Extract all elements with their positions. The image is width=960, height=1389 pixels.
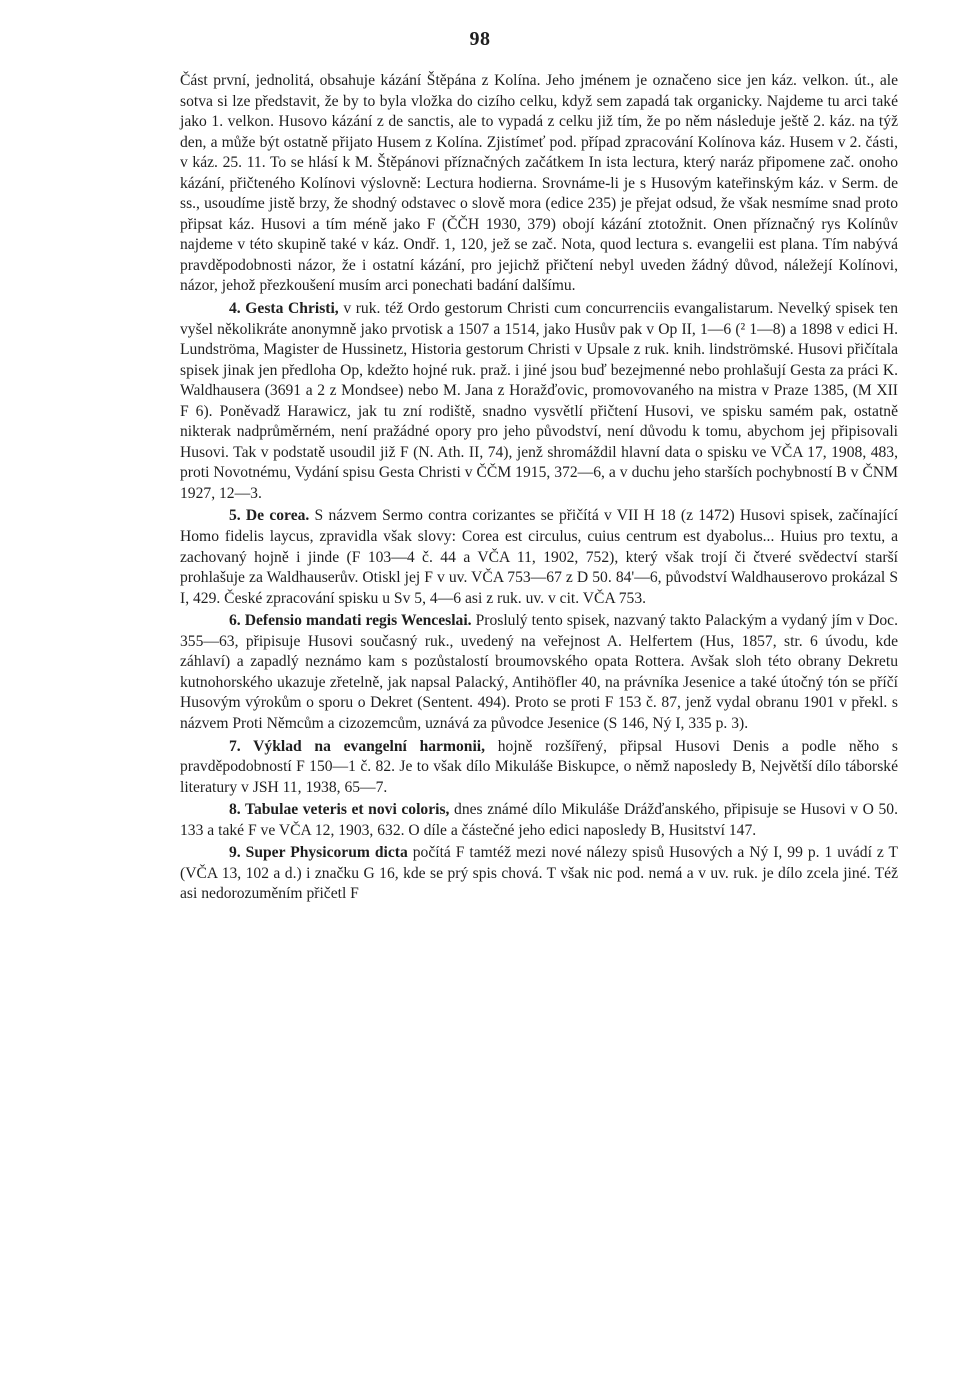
section-heading: 5. De corea. [229, 507, 310, 525]
paragraph-tabulae [180, 800, 898, 841]
section-heading: 6. Defensio mandati regis Wenceslai. [229, 612, 472, 630]
section-heading: 9. Super Physicorum dicta [229, 844, 408, 862]
paragraph-text: Část první, jednolitá, obsahuje kázání Štěpána z Kolína. Jeho jménem je označeno sice jen káz. velkon. út., ale sotva si lze představit, že by to byla vložka do cizího celku, když sem zapadá tak organicky. Najdeme tu arci také jako 1. velkon. Husovo kázání z de sanctis, ale to vypadá z celku již tím, že po něm následuje ještě 2. káz. na týž den, a může být ostatně přijato Husem z Kolína. Zjistímeť pod. případ zpracování Kolínova káz. Husem v 2. části, v káz. 25. 11. To se hlásí k M. Štěpánovi příznačných začátkem In ista lectura, který naráz připomene zač. onoho kázání, přičteného Kolínovi výslovně: Lectura hodierna. Srovnáme-li je s Husovým kateřinským káz. v Serm. de ss., usoudíme jistě brzy, že shodný odstavec o slově mora (edice 235) je přejat odsud, že však nesmíme snad proto připsat káz. Husovi a tím méně jako F (ČČH 1930, 379) obojí kázání ztotožnit. Onen příznačný rys Kolínův najdeme v této skupině také v káz. Ondř. 1, 120, jež se zač. Nota, quod lectura s. evangelii est plana. Tím nabývá pravděpodobnosti názor, že i ostatní kázání, pro jejichž přičtení nebyl uveden žádný důvod, náležejí Kolínovi, názor, jehož přezkoušení musím arci ponechati badání dalšímu. [180, 72, 898, 295]
body-text [180, 71, 898, 905]
section-heading: 4. Gesta Christi, [229, 300, 339, 318]
paragraph-stepan-kolin [180, 71, 898, 297]
paragraph-text: hojně rozšířený, připsal Husovi Denis a podle něho s pravděpodobností F 150—1 č. 82. Je to však dílo Mikuláše Biskupce, o němž naposledy B, Největší dílo táborské literatury v JSH 11, 1938, 65—7. [180, 737, 898, 796]
section-heading: 7. Výklad na evangelní harmonii, [229, 737, 486, 755]
paragraph-de-corea [180, 506, 898, 609]
section-heading: 8. Tabulae veteris et novi coloris, [229, 801, 450, 819]
paragraph-text: Proslulý tento spisek, nazvaný takto Palackým a vydaný jím v Doc. 355—63, připisuje Husovi současný ruk., uvedený na veřejnost A. Helfertem (Hus, 1857, str. 6 úvodu, kde záhlaví) a zapadlý neznámo kam s pozůstalostí broumovského opata Rottera. Avšak sloh této obrany Dekretu kutnohorského ukazuje zřetelně, jak napsal Palacký, Antihöfler 40, na právníka Jesenice a také útočný tón se příčí Husovým výrokům o sporu o Dekret (Sentent. 494). Proto se proti F 153 č. 87, jenž vydal obranu 1901 v překl. s názvem Proti Němcům a cizozemcům, uznává za původce Jesenice (S 146, Ný I, 335 p. 3). [180, 612, 898, 732]
paragraph-text: počítá F tamtéž mezi nové nálezy spisů Husových a Ný I, 99 p. 1 uvádí z T (VČA 13, 102 a d.) i značku G 16, kde se prý spis chová. T však nic pod. nemá a v uv. ruk. je dílo zcela jiné. Též asi nedorozuměním přičetl F [180, 844, 898, 903]
paragraph-vyklad-harmonii [180, 737, 898, 799]
paragraph-gesta-christi [180, 299, 898, 504]
paragraph-super-physicorum [180, 843, 898, 905]
paragraph-defensio-mandati [180, 611, 898, 734]
paragraph-text: dnes známé dílo Mikuláše Drážďanského, připisuje se Husovi v O 50. 133 a také F ve VČA 12, 1903, 632. O díle a částečné jeho edici naposledy B, Husitství 147. [180, 801, 898, 839]
paragraph-text: v ruk. též Ordo gestorum Christi cum concurrenciis evangalistarum. Nevelký spisek ten vyšel několikráte anonymně jako prvotisk a 1507 a 1514, jako Husův pak v Op II, 1—6 (² 1—8) a 1898 v edici H. Lundströma, Magister de Hussinetz, Historia gestorum Christi v Upsale z ruk. knih. lindströmské. Husovi přičítala spisek jinak jen předloha Op, kdežto hojné ruk. praž. i jiné jsou buď bezejmenné nebo prohlašují Gesta za práci K. Waldhausera (3691 a 2 z Mondsee) nebo M. Jana z Horažďovic, promovovaného na mistra v Praze 1385, (M XII F 6). Poněvadž Harawicz, jak tu zní rodiště, snadno vysvětlí přičtení Husovi, ve spisku samém pak, ostatně nikterak nadprůměrném, není pražádné opory pro jeho původství, není důvodu k tomu, abychom jej připisovali Husovi. Tak v podstatě usoudil již F (N. Ath. II, 74), jenž shromáždil hlavní data o spisku ve VČA 17, 1908, 483, proti Novotnému, Vydání spisu Gesta Christi v ČČM 1915, 372—6, a v duchu jeho starších pochybností B v ČNM 1927, 12—3. [180, 300, 898, 502]
page-number: 98 [469, 28, 491, 50]
paragraph-text: S názvem Sermo contra corizantes se přičítá v VII H 18 (z 1472) Husovi spisek, začínající Homo fidelis laycus, zpravidla však slovy: Corea est circulus, cuius centrum est dyabolus... Huius pro textu, a zachovaný hojně i jinde (F 103—4 č. 44 a VČA 11, 1902, 752), který však trojí či čtveré svědectví starší prohlašuje za Waldhauserův. Otiskl jej F v uv. VČA 753—67 z D 50. 84'—6, původství Waldhauserovo prokázal S I, 429. České zpracování spisku u Sv 5, 4—6 asi z ruk. uv. v cit. VČA 753. [180, 507, 898, 607]
